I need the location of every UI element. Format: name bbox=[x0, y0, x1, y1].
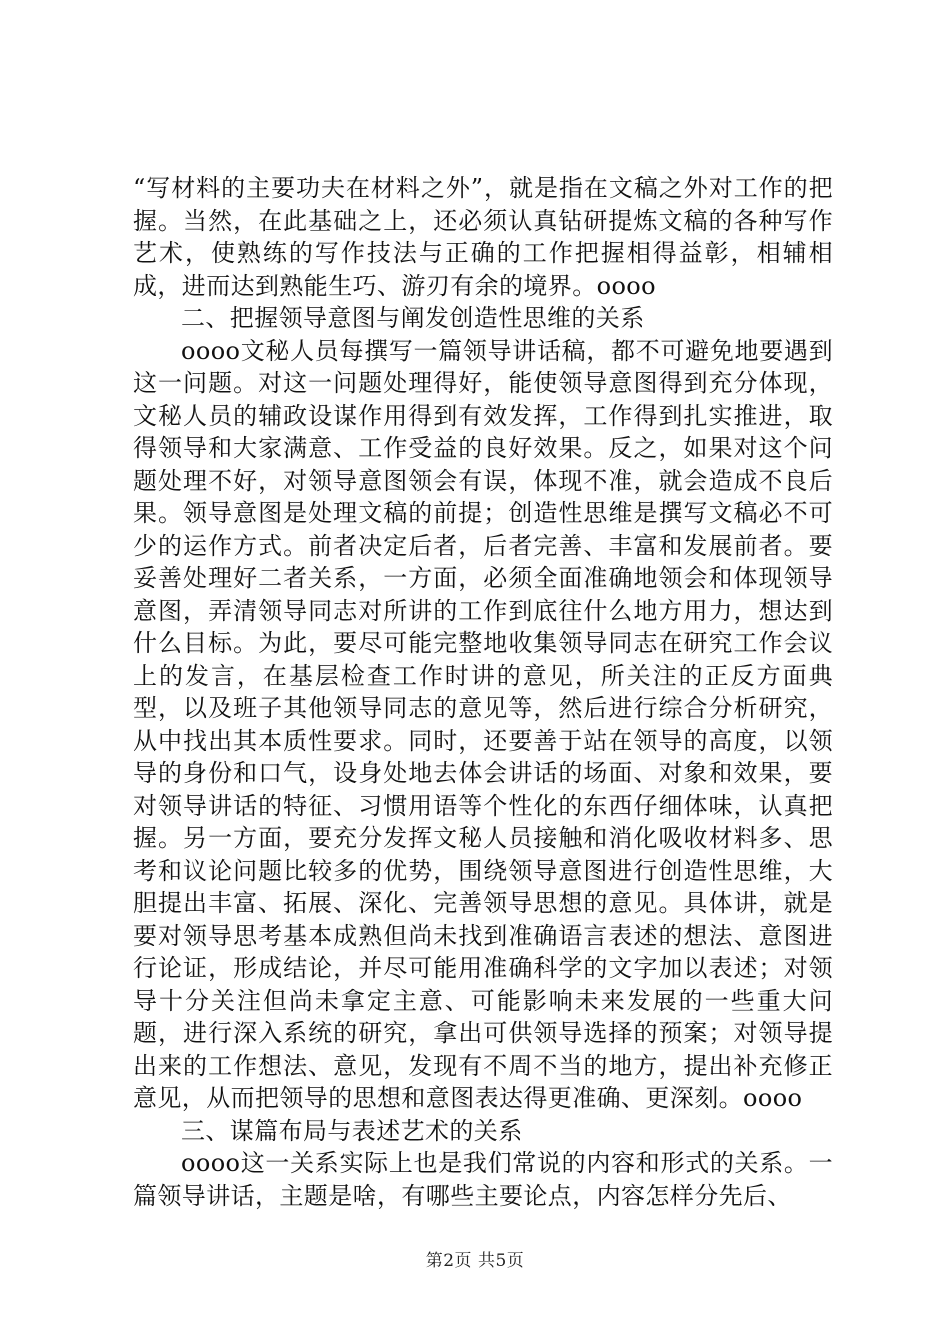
section-heading-2: 二、把握领导意图与阐发创造性思维的关系 bbox=[181, 304, 645, 332]
paragraph-intro: “写材料的主要功夫在材料之外”，就是指在文稿之外对工作的把握。当然，在此基础之上，还必须认真钻研提炼文稿的各种写作艺术，使熟练的写作技法与正确的工作把握相得益彰，相辅相成，进而达到熟能生巧、游刃有余的境界。oooo bbox=[133, 174, 833, 300]
page-footer: 第2页 共5页 bbox=[425, 1251, 525, 1271]
section-heading-3: 三、谋篇布局与表述艺术的关系 bbox=[181, 1116, 523, 1145]
document-body bbox=[133, 172, 833, 1212]
paragraph-section-3: oooo这一关系实际上也是我们常说的内容和形式的关系。一篇领导讲话，主题是啥，有哪些主要论点，内容怎样分先后、 bbox=[133, 1149, 833, 1210]
paragraph-section-2: oooo文秘人员每撰写一篇领导讲话稿，都不可避免地要遇到这一问题。对这一问题处理得好，能使领导意图得到充分体现，文秘人员的辅政设谋作用得到有效发挥，工作得到扎实推进，取得领导和大家满意、工作受益的良好效果。反之，如果对这个问题处理不好，对领导意图领会有误，体现不准，就会造成不良后果。领导意图是处理文稿的前提；创造性思维是撰写文稿必不可少的运作方式。前者决定后者，后者完善、丰富和发展前者。要妥善处理好二者关系，一方面，必须全面准确地领会和体现领导意图，弄清领导同志对所讲的工作到底往什么地方用力，想达到什么目标。为此，要尽可能完整地收集领导同志在研究工作会议上的发言，在基层检查工作时讲的意见，所关注的正反方面典型，以及班子其他领导同志的意见等，然后进行综合分析研究，从中找出其本质性要求。同时，还要善于站在领导的高度，以领导的身份和口气，设身处地去体会讲话的场面、对象和效果，要对领导讲话的特征、习惯用语等个性化的东西仔细体味，认真把握。另一方面，要充分发挥文秘人员接触和消化吸收材料多、思考和议论问题比较多的优势，围绕领导意图进行创造性思维，大胆提出丰富、拓展、深化、完善领导思想的意见。具体讲，就是要对领导思考基本成熟但尚未找到准确语言表述的想法、意图进行论证，形成结论，并尽可能用准确科学的文字加以表述；对领导十分关注但尚未拿定主意、可能影响未来发展的一些重大问题，进行深入系统的研究，拿出可供领导选择的预案；对领导提出来的工作想法、意见，发现有不周不当的地方，提出补充修正意见，从而把领导的思想和意图表达得更准确、更深刻。oooo bbox=[133, 336, 833, 1112]
